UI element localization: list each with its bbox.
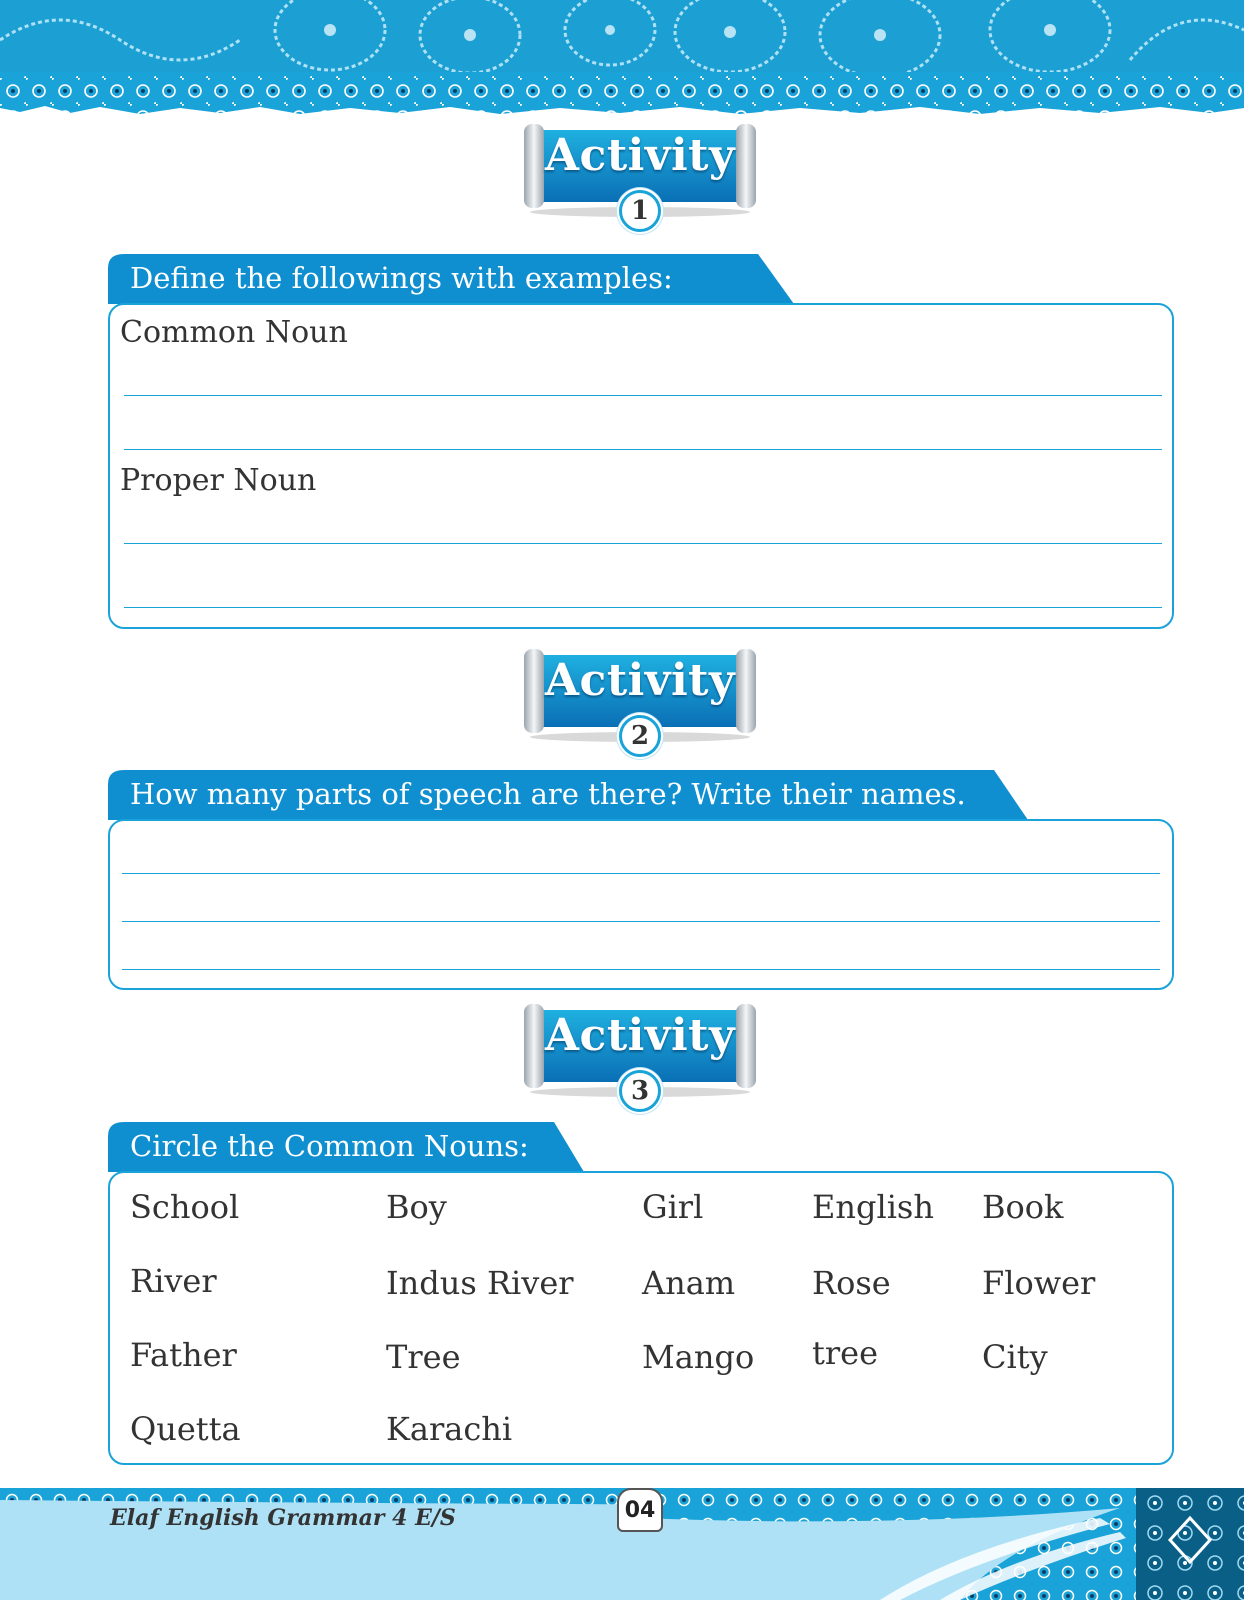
activity-1-title: Activity: [544, 130, 736, 181]
activity-1-number: 1: [619, 190, 661, 232]
writing-line[interactable]: [122, 969, 1160, 970]
noun-word[interactable]: Flower: [982, 1264, 1096, 1302]
activity-3-prompt: Circle the Common Nouns:: [130, 1129, 529, 1163]
noun-word[interactable]: Quetta: [130, 1410, 241, 1448]
noun-word[interactable]: Rose: [812, 1264, 891, 1302]
noun-word[interactable]: Book: [982, 1188, 1064, 1226]
activity-2-number: 2: [619, 715, 661, 757]
activity-2-answer-box: [108, 819, 1174, 990]
noun-word[interactable]: School: [130, 1188, 240, 1226]
activity-3-number: 3: [619, 1070, 661, 1112]
activity-2-prompt-tab: [108, 770, 1028, 820]
activity-2-banner: [520, 645, 760, 765]
writing-line[interactable]: [124, 607, 1162, 608]
noun-word[interactable]: Tree: [386, 1338, 461, 1376]
writing-line[interactable]: [122, 921, 1160, 922]
activity-3-banner: [520, 1000, 760, 1120]
activity-1-answer-box: [108, 303, 1174, 629]
noun-word[interactable]: Boy: [386, 1188, 447, 1226]
common-noun-label: Common Noun: [120, 315, 348, 350]
noun-word[interactable]: Mango: [642, 1338, 755, 1376]
noun-word[interactable]: tree: [812, 1334, 879, 1372]
noun-word[interactable]: Anam: [642, 1264, 736, 1302]
noun-word[interactable]: Girl: [642, 1188, 704, 1226]
writing-line[interactable]: [124, 449, 1162, 450]
activity-3-title: Activity: [544, 1010, 736, 1061]
book-title: Elaf English Grammar 4 E/S: [110, 1505, 456, 1531]
noun-word[interactable]: Father: [130, 1336, 237, 1374]
top-decorative-band: [0, 0, 1244, 116]
noun-word[interactable]: Indus River: [386, 1264, 574, 1302]
writing-line[interactable]: [124, 395, 1162, 396]
noun-word[interactable]: English: [812, 1188, 934, 1226]
writing-line[interactable]: [124, 543, 1162, 544]
activity-2-prompt: How many parts of speech are there? Write their names.: [130, 777, 966, 811]
activity-1-banner: [520, 120, 760, 240]
activity-1-prompt: Define the followings with examples:: [130, 261, 673, 295]
noun-word[interactable]: City: [982, 1338, 1048, 1376]
activity-1-prompt-tab: [108, 254, 794, 304]
noun-word[interactable]: Karachi: [386, 1410, 513, 1448]
activity-2-title: Activity: [544, 655, 736, 706]
noun-word[interactable]: River: [130, 1262, 217, 1300]
activity-3-prompt-tab: [108, 1122, 584, 1172]
writing-line[interactable]: [122, 873, 1160, 874]
proper-noun-label: Proper Noun: [120, 463, 317, 498]
page-number: 04: [617, 1488, 663, 1532]
